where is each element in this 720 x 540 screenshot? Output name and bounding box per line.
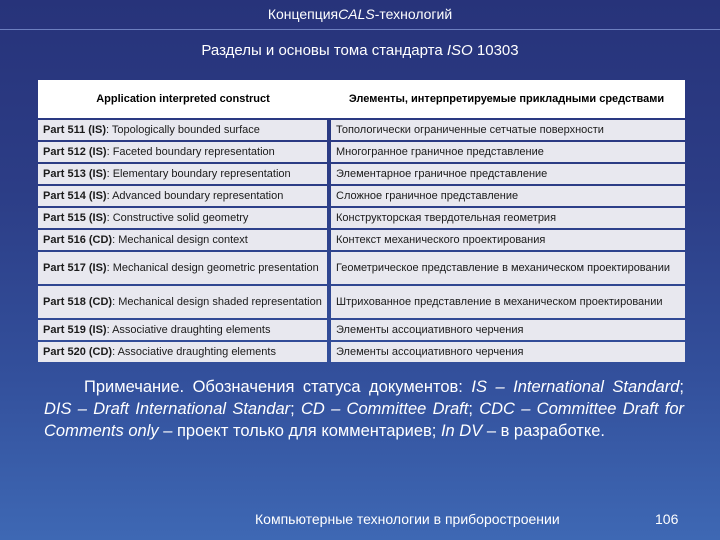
- part-cell: [38, 320, 327, 340]
- part-cell: [38, 252, 327, 284]
- part-description: : Faceted boundary representation: [106, 145, 275, 158]
- part-description: : Associative draughting elements: [106, 323, 271, 336]
- note-dis: DIS – Draft International Standar: [44, 400, 291, 418]
- translation-cell: Конструкторская твердотельная геометрия: [331, 208, 685, 228]
- part-number: Part 518 (CD): [43, 295, 113, 308]
- subtitle-prefix: Разделы и основы тома стандарта: [201, 42, 447, 59]
- part-number: Part 513 (IS): [43, 167, 107, 180]
- note-indv: In DV: [440, 422, 483, 440]
- slide-footer: [255, 507, 695, 531]
- header-suffix: -технологий: [374, 6, 453, 22]
- part-description: : Mechanical design context: [112, 233, 248, 246]
- table-row: [38, 142, 685, 162]
- part-description: : Associative draughting elements: [112, 345, 276, 358]
- part-description: : Elementary boundary representation: [106, 167, 291, 180]
- translation-cell: Элементы ассоциативного черчения: [331, 320, 685, 340]
- table-row: [38, 286, 685, 318]
- translation-cell: Многогранное граничное представление: [331, 142, 685, 162]
- part-description: : Mechanical design shaded representation: [112, 295, 322, 308]
- part-cell: [38, 186, 327, 206]
- part-cell: [38, 142, 327, 162]
- note-lead: Примечание. Обозначения статуса документов:: [84, 378, 472, 396]
- part-description: : Topologically bounded surface: [105, 123, 260, 136]
- translation-cell: Геометрическое представление в механическом проектировании: [331, 252, 685, 284]
- note-is: IS – International Standard: [471, 378, 680, 396]
- translation-cell: Сложное граничное представление: [331, 186, 685, 206]
- slide-subtitle: [0, 42, 720, 59]
- header-cell-elements: Элементы, интерпретируемые прикладными средствами: [328, 80, 685, 118]
- table-row: [38, 120, 685, 140]
- footer-text: Компьютерные технологии в приборостроении: [255, 511, 560, 527]
- note-sep-2: ;: [290, 400, 301, 418]
- header-divider: [0, 29, 720, 30]
- table-row: [38, 208, 685, 228]
- part-cell: [38, 208, 327, 228]
- part-cell: [38, 164, 327, 184]
- translation-cell: Топологически ограниченные сетчатые поверхности: [331, 120, 685, 140]
- translation-cell: Элементарное граничное представление: [331, 164, 685, 184]
- translation-cell: Контекст механического проектирования: [331, 230, 685, 250]
- note-cdc: CDC – Committee Draft for Comments only: [44, 400, 684, 440]
- table-row: [38, 186, 685, 206]
- subtitle-italic: ISO: [446, 42, 473, 59]
- note-indv-desc: – в разработке.: [482, 422, 606, 440]
- translation-cell: Штрихованное представление в механическом проектировании: [331, 286, 685, 318]
- note-sep-3: ;: [468, 400, 480, 418]
- part-number: Part 515 (IS): [43, 211, 107, 224]
- table-row: [38, 320, 685, 340]
- part-cell: [38, 230, 327, 250]
- part-number: Part 511 (IS): [43, 123, 106, 136]
- part-cell: [38, 286, 327, 318]
- translation-cell: Элементы ассоциативного черчения: [331, 342, 685, 362]
- status-note: [44, 376, 684, 442]
- table-row: [38, 342, 685, 362]
- page-number: 106: [655, 511, 679, 527]
- table-header-row: [38, 80, 685, 118]
- note-cdc-desc: – проект только для комментариев;: [158, 422, 441, 440]
- header-cell-construct: Application interpreted construct: [38, 80, 328, 118]
- part-cell: [38, 342, 327, 362]
- table-row: [38, 230, 685, 250]
- part-number: Part 520 (CD): [43, 345, 113, 358]
- header-prefix: Концепция: [267, 6, 339, 22]
- table-row: [38, 164, 685, 184]
- part-number: Part 519 (IS): [43, 323, 107, 336]
- part-description: : Constructive solid geometry: [106, 211, 249, 224]
- part-number: Part 514 (IS): [43, 189, 107, 202]
- note-cd: CD – Committee Draft: [300, 400, 469, 418]
- note-sep-1: ;: [679, 378, 684, 396]
- part-number: Part 516 (CD): [43, 233, 113, 246]
- part-description: : Mechanical design geometric presentation: [106, 261, 319, 274]
- standards-table: [38, 80, 685, 362]
- slide-header: [0, 0, 720, 28]
- part-cell: [38, 120, 327, 140]
- header-italic: CALS: [338, 6, 375, 22]
- table-row: [38, 252, 685, 284]
- part-number: Part 512 (IS): [43, 145, 107, 158]
- part-description: : Advanced boundary representation: [106, 189, 284, 202]
- part-number: Part 517 (IS): [43, 261, 107, 274]
- subtitle-suffix: 10303: [472, 42, 519, 59]
